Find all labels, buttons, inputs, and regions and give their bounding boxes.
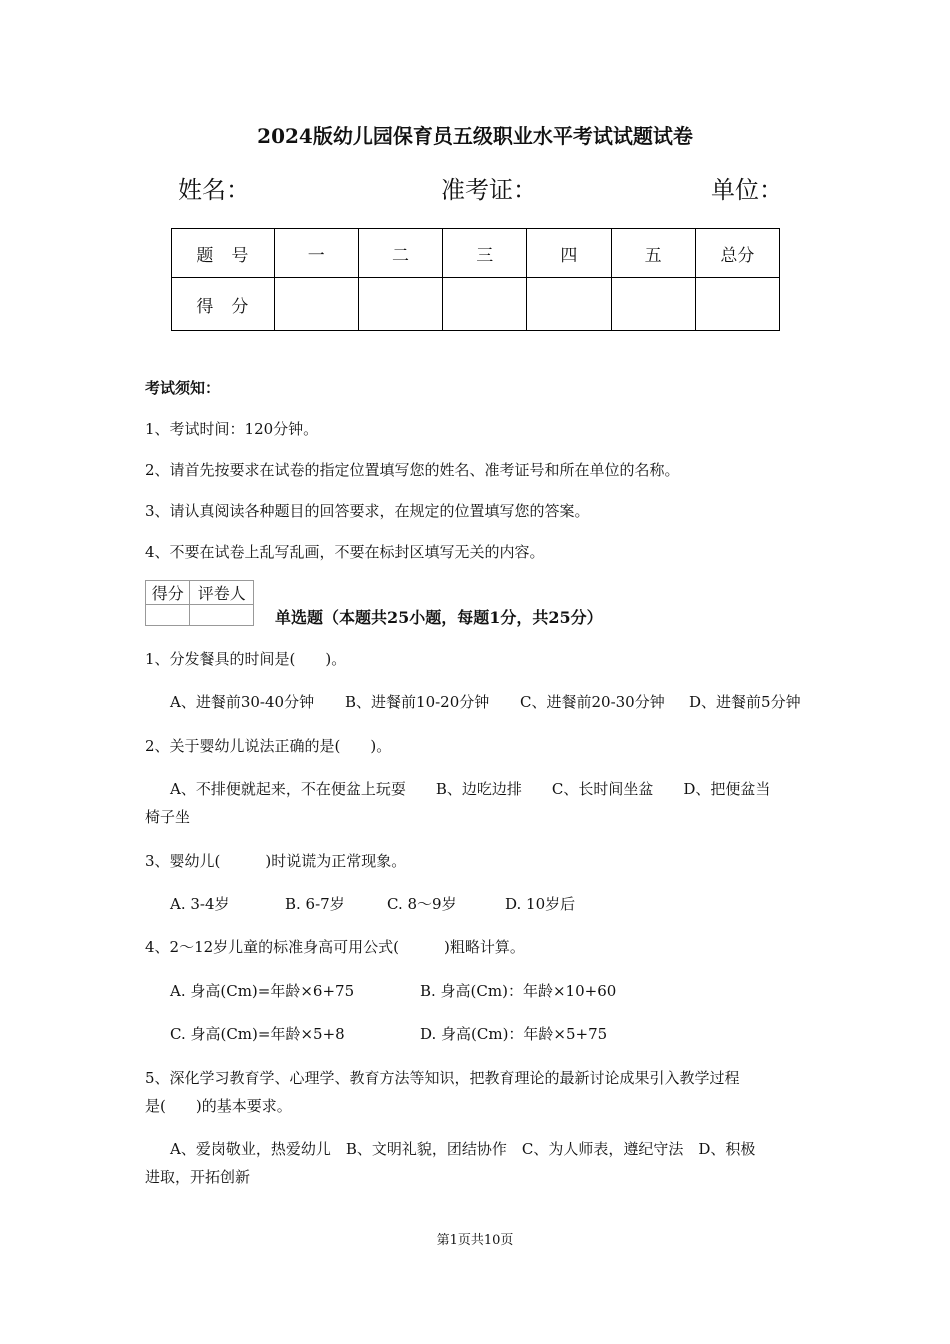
score-cell[interactable]	[443, 278, 527, 331]
question-option: D. 10岁后	[505, 895, 576, 913]
question-stem: 是( )的基本要求。	[145, 1097, 292, 1115]
question-option: B、进餐前10-20分钟	[345, 693, 490, 711]
document-title: 2024版幼儿园保育员五级职业水平考试试题试卷	[257, 124, 693, 148]
notice-item: 1、考试时间：120分钟。	[145, 420, 319, 438]
grader-box	[145, 580, 254, 626]
question-options-line: 进取，开拓创新	[145, 1168, 251, 1186]
unit-label: 单位：	[711, 176, 783, 204]
exam-id-label: 准考证：	[441, 176, 537, 204]
page-footer: 第1页共10页	[436, 1233, 514, 1248]
score-cell[interactable]	[274, 278, 358, 331]
question-stem: 4、2～12岁儿童的标准身高可用公式( )粗略计算。	[145, 938, 525, 956]
question-stem: 3、婴幼儿( )时说谎为正常现象。	[145, 852, 407, 870]
grader-name-label: 评卷人	[190, 581, 254, 605]
question-options-line: 椅子坐	[145, 808, 191, 826]
question-option: A、进餐前30-40分钟	[170, 693, 315, 711]
notice-item: 2、请首先按要求在试卷的指定位置填写您的姓名、准考证号和所在单位的名称。	[145, 461, 680, 479]
score-cell[interactable]	[358, 278, 442, 331]
question-options-line: A、不排便就起来，不在便盆上玩耍 B、边吃边排 C、长时间坐盆 D、把便盆当	[170, 780, 771, 798]
question-option: A. 身高(Cm)=年龄×6+75	[170, 982, 355, 1000]
question-option: C. 8～9岁	[387, 895, 457, 913]
notice-item: 3、请认真阅读各种题目的回答要求，在规定的位置填写您的答案。	[145, 502, 590, 520]
grader-score-cell[interactable]	[146, 605, 190, 626]
notice-item: 4、不要在试卷上乱写乱画，不要在标封区填写无关的内容。	[145, 543, 545, 561]
grader-score-label: 得分	[146, 581, 190, 605]
score-cell[interactable]	[611, 278, 695, 331]
score-table-col-4: 四	[527, 229, 611, 278]
score-table-score-label: 得分	[172, 278, 275, 331]
question-option: D、进餐前5分钟	[689, 693, 801, 711]
question-option: A. 3-4岁	[170, 895, 230, 913]
score-table-header-label: 题号	[172, 229, 275, 278]
question-option: C、进餐前20-30分钟	[520, 693, 665, 711]
question-stem: 5、深化学习教育学、心理学、教育方法等知识，把教育理论的最新讨论成果引入教学过程	[145, 1069, 740, 1087]
score-table-col-1: 一	[274, 229, 358, 278]
question-option: B. 身高(Cm)：年龄×10+60	[420, 982, 617, 1000]
section-title: 单选题（本题共25小题，每题1分，共25分）	[275, 608, 603, 627]
candidate-info	[0, 170, 950, 204]
score-table-col-2: 二	[358, 229, 442, 278]
question-option: D. 身高(Cm)：年龄×5+75	[420, 1025, 608, 1043]
question-stem: 1、分发餐具的时间是( )。	[145, 650, 347, 668]
score-table	[171, 228, 780, 331]
name-label: 姓名：	[178, 176, 250, 204]
score-table-col-5: 五	[611, 229, 695, 278]
grader-name-cell[interactable]	[190, 605, 254, 626]
notice-title: 考试须知：	[145, 379, 221, 397]
question-option: C. 身高(Cm)=年龄×5+8	[170, 1025, 345, 1043]
question-stem: 2、关于婴幼儿说法正确的是( )。	[145, 737, 392, 755]
question-option: B. 6-7岁	[285, 895, 345, 913]
score-cell[interactable]	[527, 278, 611, 331]
score-cell[interactable]	[695, 278, 779, 331]
score-table-col-total: 总分	[695, 229, 779, 278]
score-table-col-3: 三	[443, 229, 527, 278]
question-options-line: A、爱岗敬业，热爱幼儿 B、文明礼貌，团结协作 C、为人师表，遵纪守法 D、积极	[170, 1140, 756, 1158]
